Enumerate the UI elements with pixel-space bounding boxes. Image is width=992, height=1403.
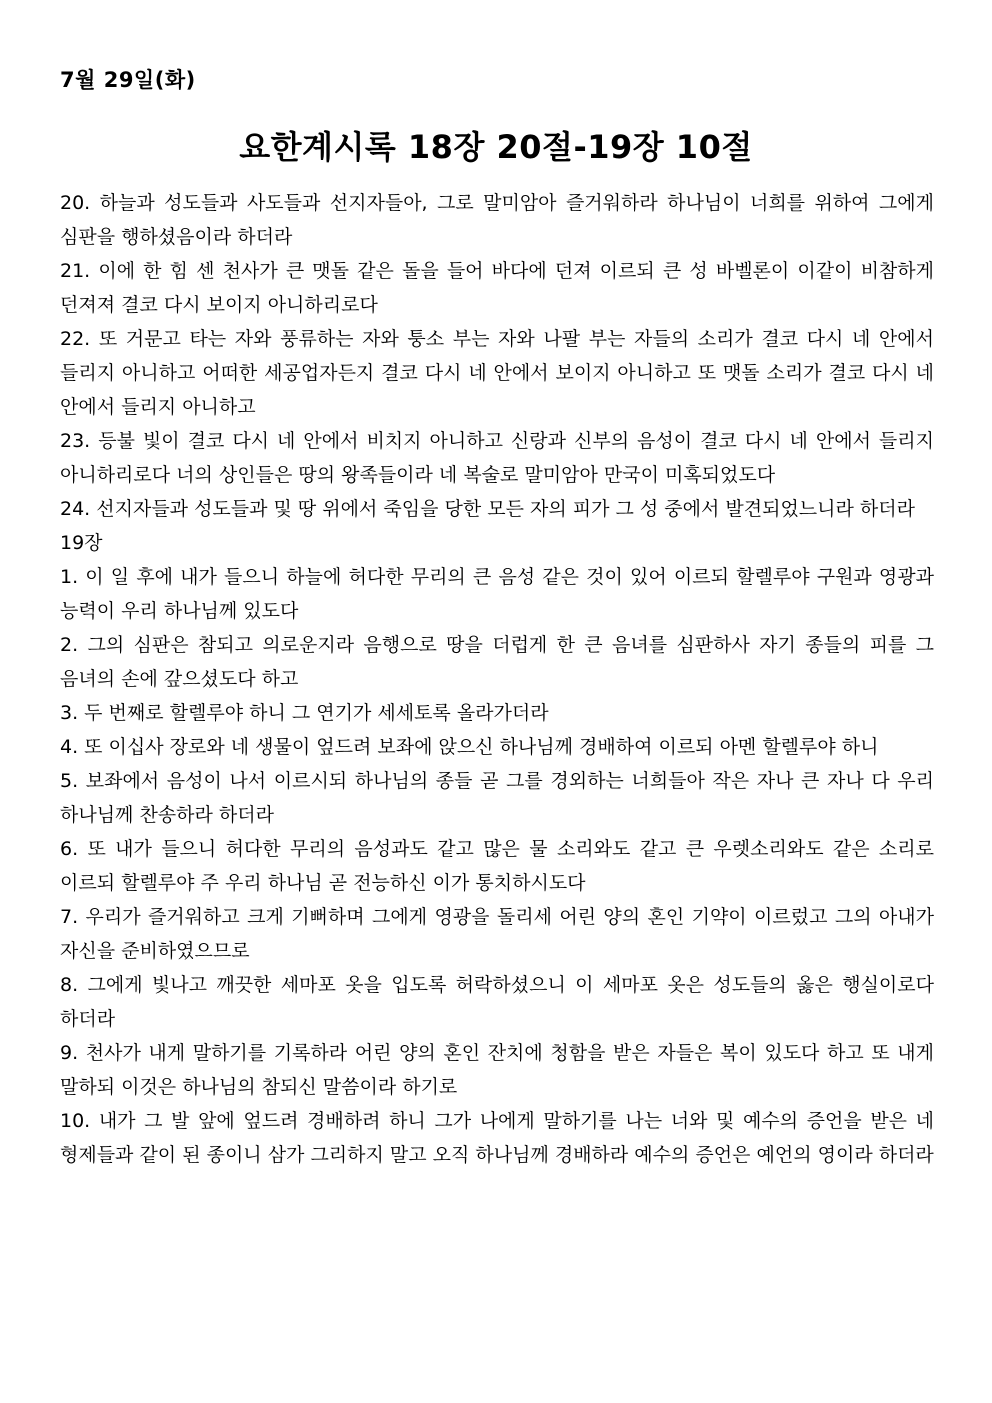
- scripture-text: [60, 186, 934, 1172]
- verse-18-21: 21. 이에 한 힘 센 천사가 큰 맷돌 같은 돌을 들어 바다에 던져 이르되 큰 성 바벨론이 이같이 비참하게 던져져 결코 다시 보이지 아니하리로다: [60, 260, 934, 316]
- verse-19-2: 2. 그의 심판은 참되고 의로운지라 음행으로 땅을 더럽게 한 큰 음녀를 심판하사 자기 종들의 피를 그 음녀의 손에 갚으셨도다 하고: [60, 634, 934, 690]
- verse-19-10: 10. 내가 그 발 앞에 엎드려 경배하려 하니 그가 나에게 말하기를 나는 너와 및 예수의 증언을 받은 네 형제들과 같이 된 종이니 삼가 그리하지 말고 오직 하나님께 경배하라 예수의 증언은 예언의 영이라 하더라: [60, 1110, 934, 1166]
- verse-18-22: 22. 또 거문고 타는 자와 풍류하는 자와 퉁소 부는 자와 나팔 부는 자들의 소리가 결코 다시 네 안에서 들리지 아니하고 어떠한 세공업자든지 결코 다시 네 안에서 보이지 아니하고 또 맷돌 소리가 결코 다시 네 안에서 들리지 아니하고: [60, 328, 934, 418]
- document-date: 7월 29일(화): [60, 68, 196, 92]
- verse-19-5: 5. 보좌에서 음성이 나서 이르시되 하나님의 종들 곧 그를 경외하는 너희들아 작은 자나 큰 자나 다 우리 하나님께 찬송하라 하더라: [60, 770, 934, 826]
- verse-19-8: 8. 그에게 빛나고 깨끗한 세마포 옷을 입도록 허락하셨으니 이 세마포 옷은 성도들의 옳은 행실이로다 하더라: [60, 974, 934, 1030]
- verse-19-9: 9. 천사가 내게 말하기를 기록하라 어린 양의 혼인 잔치에 청함을 받은 자들은 복이 있도다 하고 또 내게 말하되 이것은 하나님의 참되신 말씀이라 하기로: [60, 1042, 934, 1098]
- verse-19-3: 3. 두 번째로 할렐루야 하니 그 연기가 세세토록 올라가더라: [60, 702, 549, 724]
- verse-19-6: 6. 또 내가 들으니 허다한 무리의 음성과도 같고 많은 물 소리와도 같고 큰 우렛소리와도 같은 소리로 이르되 할렐루야 주 우리 하나님 곧 전능하신 이가 통치하시도다: [60, 838, 934, 894]
- verse-18-20: 20. 하늘과 성도들과 사도들과 선지자들아, 그로 말미암아 즐거워하라 하나님이 너희를 위하여 그에게 심판을 행하셨음이라 하더라: [60, 192, 934, 248]
- verse-19-7: 7. 우리가 즐거워하고 크게 기뻐하며 그에게 영광을 돌리세 어린 양의 혼인 기약이 이르렀고 그의 아내가 자신을 준비하였으므로: [60, 906, 934, 962]
- chapter-heading: 19장: [60, 532, 103, 554]
- verse-19-4: 4. 또 이십사 장로와 네 생물이 엎드려 보좌에 앉으신 하나님께 경배하여 이르되 아멘 할렐루야 하니: [60, 736, 879, 758]
- verse-18-23: 23. 등불 빛이 결코 다시 네 안에서 비치지 아니하고 신랑과 신부의 음성이 결코 다시 네 안에서 들리지 아니하리로다 너의 상인들은 땅의 왕족들이라 네 복술로 말미암아 만국이 미혹되었도다: [60, 430, 934, 486]
- verse-18-24: 24. 선지자들과 성도들과 및 땅 위에서 죽임을 당한 모든 자의 피가 그 성 중에서 발견되었느니라 하더라: [60, 498, 915, 520]
- verse-19-1: 1. 이 일 후에 내가 들으니 하늘에 허다한 무리의 큰 음성 같은 것이 있어 이르되 할렐루야 구원과 영광과 능력이 우리 하나님께 있도다: [60, 566, 934, 622]
- page-title: 요한계시록 18장 20절-19장 10절: [239, 128, 753, 166]
